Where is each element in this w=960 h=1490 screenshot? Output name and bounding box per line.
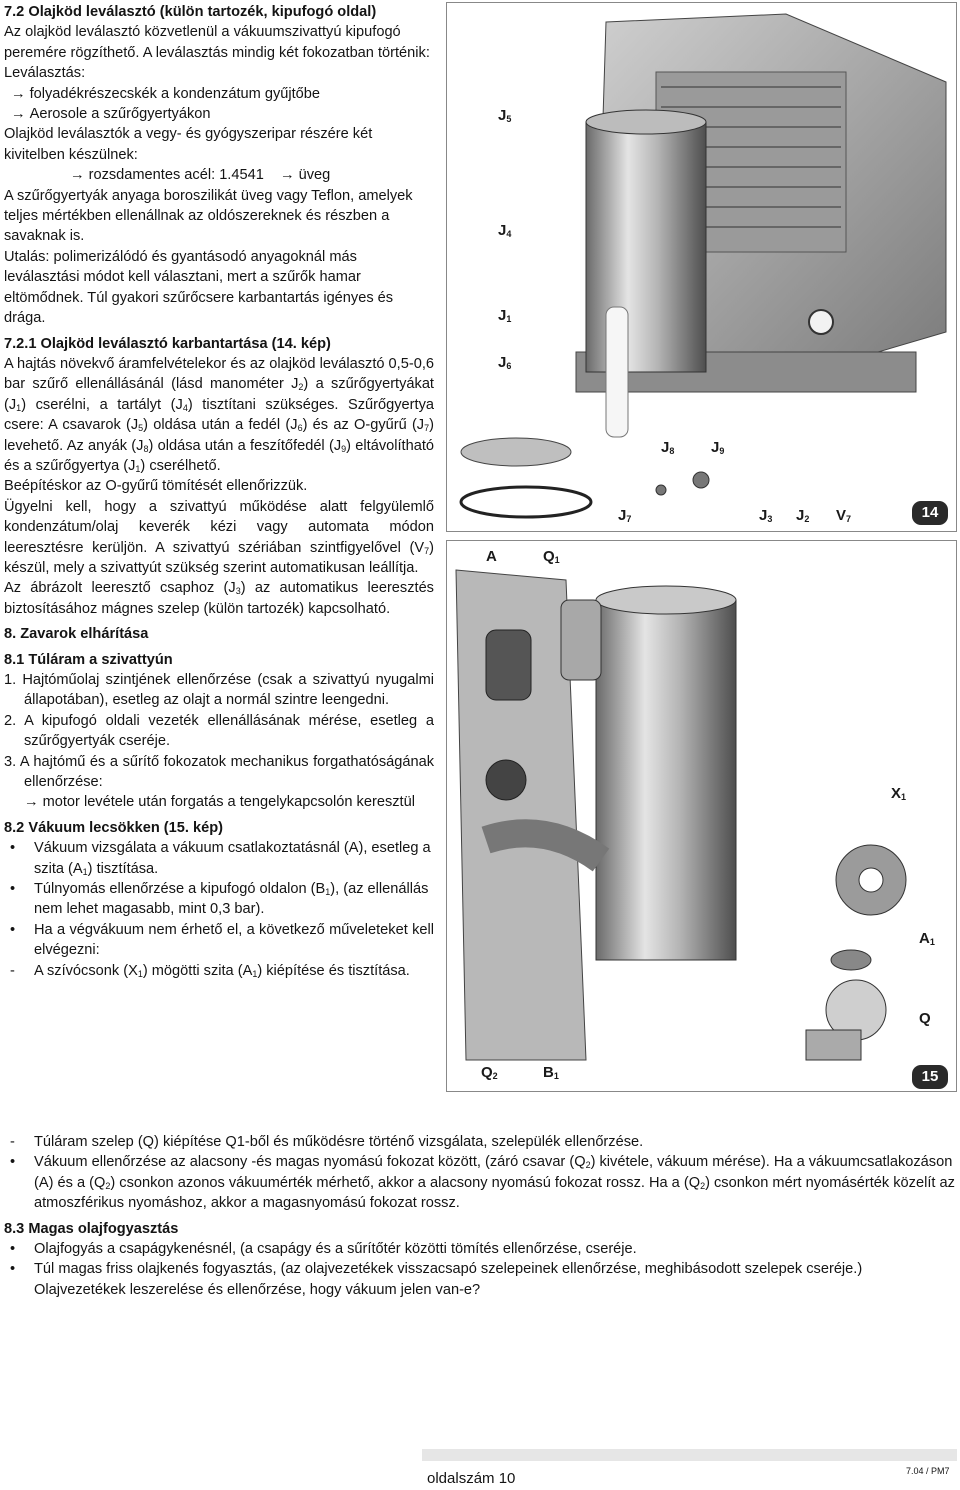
inlet-screen-step: - A szívócsonk $(X_1)$ mögötti szita $(A_1)$ kiépítése és tisztítása. [4, 961, 434, 981]
footer-rule [422, 1449, 957, 1461]
condensate-text: Ügyelni kell, hogy a szivattyú működése alatt felgyülemlő kondenzátum/olaj keverék kézi vagy automata módon leeresztésre kerüljön. A szivattyú szériában szintfigyelővel $(V_7)$ készül, mely a szivattyút szükség szerint automatikusan leállítja. [4, 498, 434, 576]
label-j2: $J_2$ [796, 507, 810, 524]
manometer [809, 310, 833, 334]
figure-15 [446, 540, 957, 1092]
overcurrent-step-1: 1. Hajtóműolaj szintjének ellenőrzése (csak a szivattyú nyugalmi állapotában), esetleg az olajt a normál szintre leengedni. [4, 672, 434, 709]
maintenance-text: A hajtás növekvő áramfelvételekor és az olajköd leválasztó 0,5-0,6 bar szűrő ellenállásánál (lásd manométer $J_2$) a szűrőgyertyákat $(J_1)$ cserélni, a tartályt $(J_4)$ tisztítani szükséges. Szűrőgyertya csere: A csavarok $(J_5)$ oldása után a fedél $(J_6)$ és az O-gyűrű $(J_7)$ levehető. Az anyák $(J_8)$ oldása után a feszítőfedél $(J_9)$ eltávolítható és a szűrőgyertya $(J_1)$ cserélhető. [4, 355, 435, 474]
overcurrent-step-3: 3. A hajtómű és a sűrítő fokozatok mechanikus forgathatóságának ellenőrzése: [4, 753, 434, 791]
document-code: 7.04 / PM7 [906, 1466, 950, 1476]
inlet-port-a [486, 630, 531, 700]
full-width-text [4, 1132, 956, 1300]
label-q: Q [919, 1010, 931, 1027]
oring-check: Beépítéskor az O-gyűrű tömítését ellenőrizzük. [4, 478, 308, 495]
separation-item-2: → Aerosole a szűrőgyertyákon [4, 104, 434, 124]
label-j8: $J_8$ [661, 439, 675, 456]
lid-part-j6 [461, 438, 571, 466]
section-8-1-title: 8.1 Túláram a szivattyún [4, 651, 173, 668]
separator-cylinder [586, 122, 706, 372]
figure-15-illustration [446, 540, 957, 1092]
vacuum-check-bullet: • Vákuum vizsgálata a vákuum csatlakoztatásnál (A), esetleg a szita $(A_1)$ tisztítása. [4, 838, 434, 879]
label-a1: $A_1$ [919, 930, 935, 947]
filter-material-text: A szűrőgyertyák anyaga boroszilikát üveg vagy Teflon, amelyek teljes mértékben ellenállnak az oldószereknek és részben a savaknak is. [4, 187, 413, 245]
label-v7: $V_7$ [836, 507, 852, 524]
figure-15-badge: 15 [912, 1065, 948, 1089]
figure-14-badge: 14 [912, 501, 948, 525]
separator-lid [586, 110, 706, 134]
polymer-note: Utalás: polimerizálódó és gyantásodó anyagoknál más leválasztási módot kell választani, mert a szűrők hamar eltömődnek. Túl gyakori szűrőcsere karbantartás igényes és drága. [4, 248, 394, 327]
page-number: oldalszám 10 [427, 1470, 516, 1487]
material-steel: → rozsdamentes acél: 1.4541 [70, 167, 264, 183]
separator-tank [596, 600, 736, 960]
label-q1: $Q_1$ [543, 548, 560, 565]
flange-q1 [561, 600, 601, 680]
overcurrent-step-2: 2. A kipufogó oldali vezeték ellenállásának mérése, esetleg a szűrőgyertyák cseréje. [4, 712, 434, 750]
label-j1: $J_1$ [498, 307, 512, 324]
section-7-2-title: 7.2 Olajköd leválasztó (külön tartozék, kipufogó oldal) [4, 4, 377, 20]
section-7-2-1-title: 7.2.1 Olajköd leválasztó karbantartása (14. kép) [4, 335, 331, 352]
separation-item-1: → folyadékrészecskék a kondenzátum gyűjtőbe [4, 84, 434, 104]
left-text-column [4, 2, 434, 981]
material-glass: → üveg [280, 167, 330, 183]
separation-label: Leválasztás: [4, 65, 86, 82]
material-options [4, 165, 434, 185]
overpressure-bullet: • Túlnyomás ellenőrzése a kipufogó oldalon $(B_1)$, (az ellenállás nem lehet magasabb, mint 0,3 bar). [4, 879, 434, 920]
final-vacuum-bullet: • Ha a végvákuum nem érhető el, a következő műveleteket kell elvégezni: [4, 920, 434, 961]
label-j5: $J_5$ [498, 107, 512, 124]
label-j9: $J_9$ [711, 439, 725, 456]
section-8-2-title: 8.2 Vákuum lecsökken (15. kép) [4, 819, 224, 836]
oil-consumption-bullet-2: • Túl magas friss olajkenés fogyasztás, (az olajvezetékek visszacsapó szelepeinek ellenőrzése, meghibásodott szelepek cseréje.) Olajvezetékek leszerelése és ellenőrzése, hogy vákuum jelen van-e? [4, 1259, 956, 1300]
oil-consumption-bullet-1: • Olajfogyás a csapágykenésnél, (a csapágy és a sűrítőtér közötti tömítés ellenőrzése, cseréje. [4, 1239, 956, 1259]
label-j4: $J_4$ [498, 222, 512, 239]
label-q2: $Q_2$ [481, 1064, 498, 1081]
filter-cartridge [606, 307, 628, 437]
label-x1: $X_1$ [891, 785, 907, 802]
relief-valve-step: - Túláram szelep (Q) kiépítése Q1-ből és működésre történő vizsgálata, szelepülék ellenőrzése. [4, 1132, 956, 1152]
figure-14 [446, 2, 957, 532]
figure-14-illustration [446, 2, 957, 532]
port-b1 [486, 760, 526, 800]
section-7-2-intro: Az olajköd leválasztó közvetlenül a vákuumszivattyú kipufogó peremére rögzíthető. A leválasztás mindig két fokozatban történik: [4, 24, 430, 61]
label-j6: $J_6$ [498, 354, 512, 371]
drain-valve-text: Az ábrázolt leeresztő csaphoz $(J_3)$ az automatikus leeresztés biztosításához mágnes szelep (külön tartozék) kapcsolható. [4, 580, 434, 617]
label-j7: $J_7$ [618, 507, 632, 524]
stage-vacuum-bullet: • Vákuum ellenőrzése az alacsony -és magas nyomású fokozat között, (záró csavar $(Q_2)$ kivétele, vákuum mérése). Ha a vákuumcsatlakozáson (A) és a $(Q_2)$ csonkon azonos vákuumérték mérhető, akkor a alacsony nyomású fokozat rossz. Ha a $(Q_2)$ csonkon mért nyomásérték közelít az atmoszférikus nyomáshoz, akkor a magasnyomású fokozat rossz. [4, 1152, 956, 1213]
label-b1: $B_1$ [543, 1064, 559, 1081]
label-j3: $J_3$ [759, 507, 773, 524]
section-8-3-title: 8.3 Magas olajfogyasztás [4, 1220, 179, 1237]
overcurrent-step-3a: → motor levétele után forgatás a tengelykapcsolón keresztül [4, 792, 434, 812]
tank-top [596, 586, 736, 614]
separator-versions: Olajköd leválasztók a vegy- és gyógyszeripar részére két kivitelben készülnek: [4, 126, 373, 163]
section-8-title: 8. Zavarok elhárítása [4, 626, 149, 643]
label-a: A [486, 548, 497, 565]
